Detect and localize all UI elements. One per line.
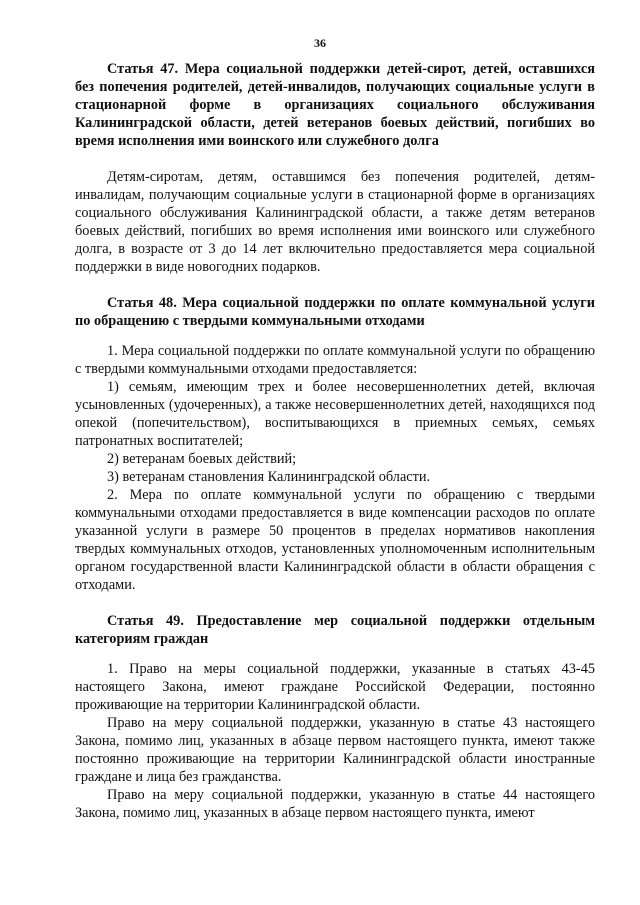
article-48-paragraph: 3) ветеранам становления Калининградской области. xyxy=(107,469,431,485)
article-47-heading: Статья 47. Мера социальной поддержки детей-сирот, детей, оставшихся без попечения родителей, детей-инвалидов, получающих социальные услуги в стационарной форме в организациях социального обслуживания Калининградской области, детей ветеранов боевых действий, погибших во время исполнения ими воинского или служебного долга xyxy=(75,61,595,149)
article-48-heading: Статья 48. Мера социальной поддержки по оплате коммунальной услуги по обращению с твердыми коммунальными отходами xyxy=(75,295,595,329)
document-body xyxy=(75,60,595,822)
article-48-paragraph: 1. Мера социальной поддержки по оплате коммунальной услуги по обращению с твердыми коммунальными отходами предоставляется: xyxy=(75,343,595,377)
article-47-text: Детям-сиротам, детям, оставшимся без попечения родителей, детям-инвалидам, получающим социальные услуги в стационарной форме в организациях социального обслуживания Калининградской области, а также детям ветеранов боевых действий, погибших во время исполнения ими воинского или служебного долга, в возрасте от 3 до 14 лет включительно предоставляется мера социальной поддержки в виде новогодних подарков. xyxy=(75,169,595,275)
article-48-paragraph: 2. Мера по оплате коммунальной услуги по обращению с твердыми коммунальными отходами предоставляется в виде компенсации расходов по оплате указанной услуги в размере 50 процентов в пределах нормативов накопления твердых коммунальных отходов, установленных уполномоченным исполнительным органом государственной власти Калининградской области в области обращения с отходами. xyxy=(75,487,595,593)
page-number: 36 xyxy=(314,36,326,50)
article-49-heading: Статья 49. Предоставление мер социальной поддержки отдельным категориям граждан xyxy=(75,613,595,647)
article-48-paragraph: 1) семьям, имеющим трех и более несовершеннолетних детей, включая усыновленных (удочеренных), а также несовершеннолетних детей, находящихся под опекой (попечительством), воспитывающихся в приемных семьях, семьях патронатных воспитателей; xyxy=(75,379,595,449)
article-49-paragraph: Право на меру социальной поддержки, указанную в статье 43 настоящего Закона, помимо лиц, указанных в абзаце первом настоящего пункта, имеют также постоянно проживающие на территории Калининградской области иностранные граждане и лица без гражданства. xyxy=(75,715,595,785)
article-49-paragraph: 1. Право на меры социальной поддержки, указанные в статьях 43-45 настоящего Закона, имеют граждане Российской Федерации, постоянно проживающие на территории Калининградской области. xyxy=(75,661,595,713)
article-49-paragraph: Право на меру социальной поддержки, указанную в статье 44 настоящего Закона, помимо лиц, указанных в абзаце первом настоящего пункта, имеют xyxy=(75,787,595,821)
article-48-paragraph: 2) ветеранам боевых действий; xyxy=(107,451,297,467)
